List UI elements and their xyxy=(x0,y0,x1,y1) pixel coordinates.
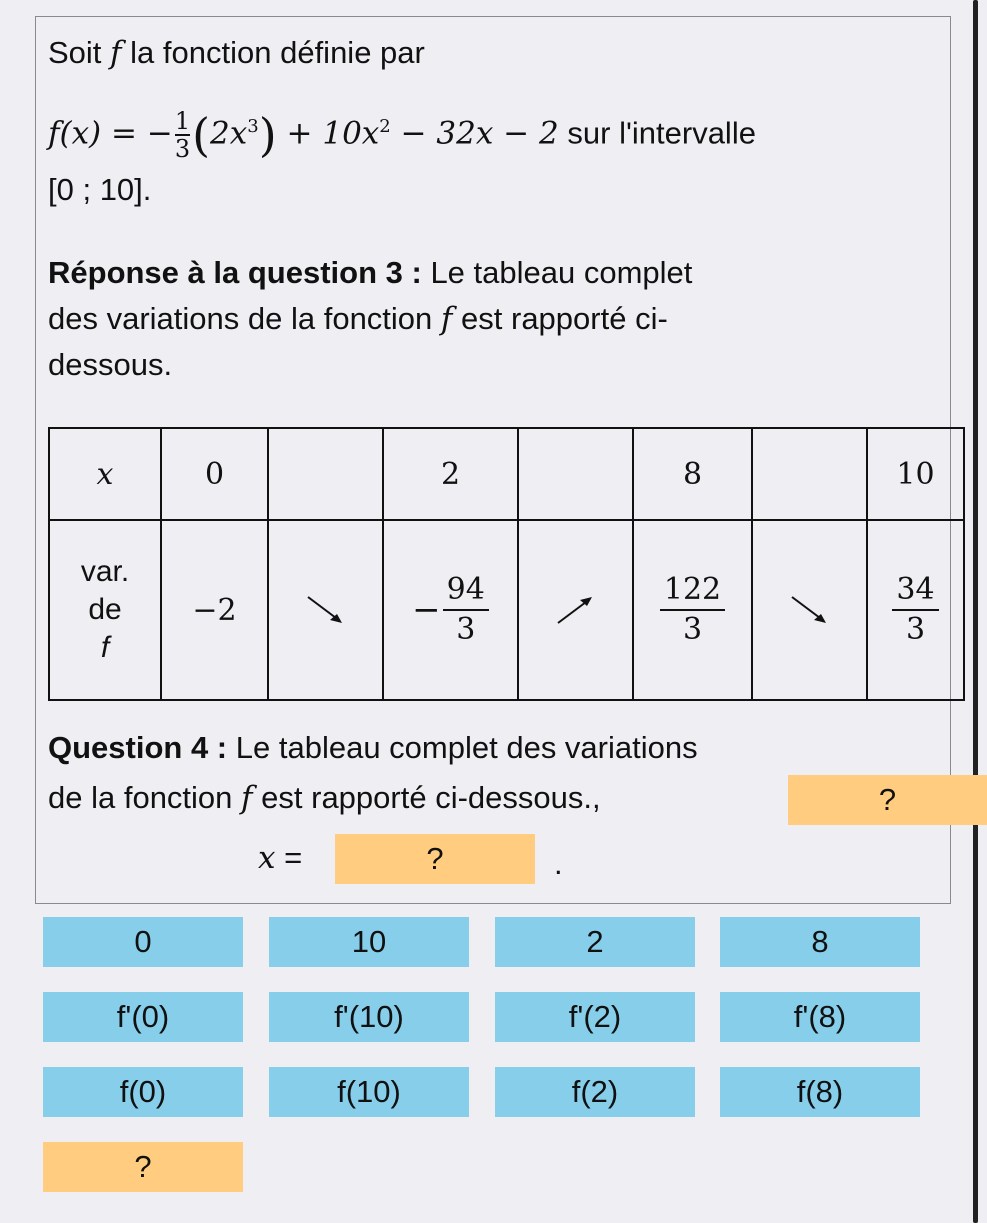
value-3-fraction xyxy=(892,571,938,649)
arrow-up-icon xyxy=(554,593,598,627)
question4-f: f xyxy=(241,780,253,816)
answer3-line3: dessous. xyxy=(48,347,173,382)
question4-text2b: est rapporté ci-dessous., xyxy=(261,780,601,815)
variation-table xyxy=(48,427,965,701)
formula-line xyxy=(48,92,756,170)
intro-f: f xyxy=(110,35,122,71)
question4-heading: Question 4 : xyxy=(48,730,228,765)
value-2-num: 122 xyxy=(660,571,725,611)
value-3-den: 3 xyxy=(905,612,926,647)
question4-period: . xyxy=(554,846,563,881)
choice-tile[interactable]: f(10) xyxy=(269,1067,469,1117)
choice-tile[interactable]: f(2) xyxy=(495,1067,695,1117)
table-x-0: 0 xyxy=(161,428,268,520)
answer3-heading: Réponse à la question 3 : xyxy=(48,255,422,290)
choice-tile[interactable]: f'(0) xyxy=(43,992,243,1042)
table-value-0 xyxy=(161,520,268,700)
formula-frac-den: 3 xyxy=(174,135,191,164)
value-3-num: 34 xyxy=(892,571,938,611)
formula-fraction xyxy=(175,108,190,162)
arrow-down-icon xyxy=(304,593,348,627)
question4-text2a: de la fonction xyxy=(48,780,233,815)
arrow-down-icon xyxy=(788,593,832,627)
choice-tile[interactable]: f(8) xyxy=(720,1067,920,1117)
choice-tile[interactable]: 10 xyxy=(269,917,469,967)
answer-blank-2[interactable]: ? xyxy=(335,834,535,884)
choice-tile[interactable]: 0 xyxy=(43,917,243,967)
interval-label: sur l'intervalle xyxy=(567,115,756,151)
interval: [0 ; 10]. xyxy=(48,172,152,207)
answer-blank-1[interactable]: ? xyxy=(788,775,987,825)
table-value-3 xyxy=(867,520,964,700)
table-row-x xyxy=(49,428,964,520)
answer3-line1 xyxy=(48,251,692,295)
answer3-text1: Le tableau complet xyxy=(430,255,693,290)
value-1-fraction xyxy=(443,571,489,649)
value-1-sign: − xyxy=(412,590,441,630)
choice-tile[interactable]: f'(8) xyxy=(720,992,920,1042)
formula-rest-2: − 32x − 2 xyxy=(390,115,559,152)
var-label-line-1: var. xyxy=(80,555,130,588)
choice-tile[interactable]: 2 xyxy=(495,917,695,967)
table-x-2: 8 xyxy=(633,428,752,520)
question4-x-equals xyxy=(258,836,302,880)
formula-paren-close: ) xyxy=(258,108,277,163)
table-row-var xyxy=(49,520,964,700)
scrollbar[interactable] xyxy=(973,0,978,1223)
choice-tile[interactable]: f'(2) xyxy=(495,992,695,1042)
var-label-line-3: f xyxy=(100,631,110,664)
value-2-den: 3 xyxy=(682,612,703,647)
value-0-text: −2 xyxy=(192,592,237,628)
value-1-num: 94 xyxy=(443,571,489,611)
question4-equals: = xyxy=(284,840,303,875)
table-x-1: 2 xyxy=(383,428,518,520)
table-x-gap-3 xyxy=(752,428,867,520)
table-value-2 xyxy=(633,520,752,700)
answer3-text2a: des variations de la fonction xyxy=(48,301,433,336)
intro-text: Soit xyxy=(48,35,102,70)
question4-line1 xyxy=(48,726,698,770)
table-arrow-1 xyxy=(268,520,383,700)
answer3-text2b: est rapporté ci- xyxy=(461,301,668,336)
question4-x: x xyxy=(258,840,276,876)
value-1-den: 3 xyxy=(456,612,476,647)
table-arrow-2 xyxy=(518,520,633,700)
formula-paren-open: ( xyxy=(192,108,211,163)
formula-inner: 2x xyxy=(210,115,248,152)
value-2-fraction xyxy=(660,571,725,649)
table-x-label: x xyxy=(49,428,161,520)
problem-intro-line xyxy=(48,31,425,75)
choice-tile[interactable]: f'(10) xyxy=(269,992,469,1042)
question4-text1: Le tableau complet des variations xyxy=(235,730,698,765)
table-value-1 xyxy=(383,520,518,700)
var-label-line-2: de xyxy=(88,593,122,626)
formula-rest-exp: 2 xyxy=(379,116,391,137)
formula-frac-num: 1 xyxy=(174,107,191,136)
table-x-gap-1 xyxy=(268,428,383,520)
table-arrow-3 xyxy=(752,520,867,700)
choice-tile[interactable]: 8 xyxy=(720,917,920,967)
choice-tile[interactable]: f(0) xyxy=(43,1067,243,1117)
intro-rest: la fonction définie par xyxy=(130,35,425,70)
table-x-3: 10 xyxy=(867,428,964,520)
table-x-gap-2 xyxy=(518,428,633,520)
formula-rest-1: + 10x xyxy=(276,115,380,152)
table-var-label xyxy=(49,520,161,700)
formula-inner-exp: 3 xyxy=(247,116,259,137)
answer3-line2 xyxy=(48,297,668,341)
choice-tile-question[interactable]: ? xyxy=(43,1142,243,1192)
answer3-f: f xyxy=(440,301,453,337)
question4-line2 xyxy=(48,776,601,820)
formula-lhs: f(x) = − xyxy=(48,115,173,152)
